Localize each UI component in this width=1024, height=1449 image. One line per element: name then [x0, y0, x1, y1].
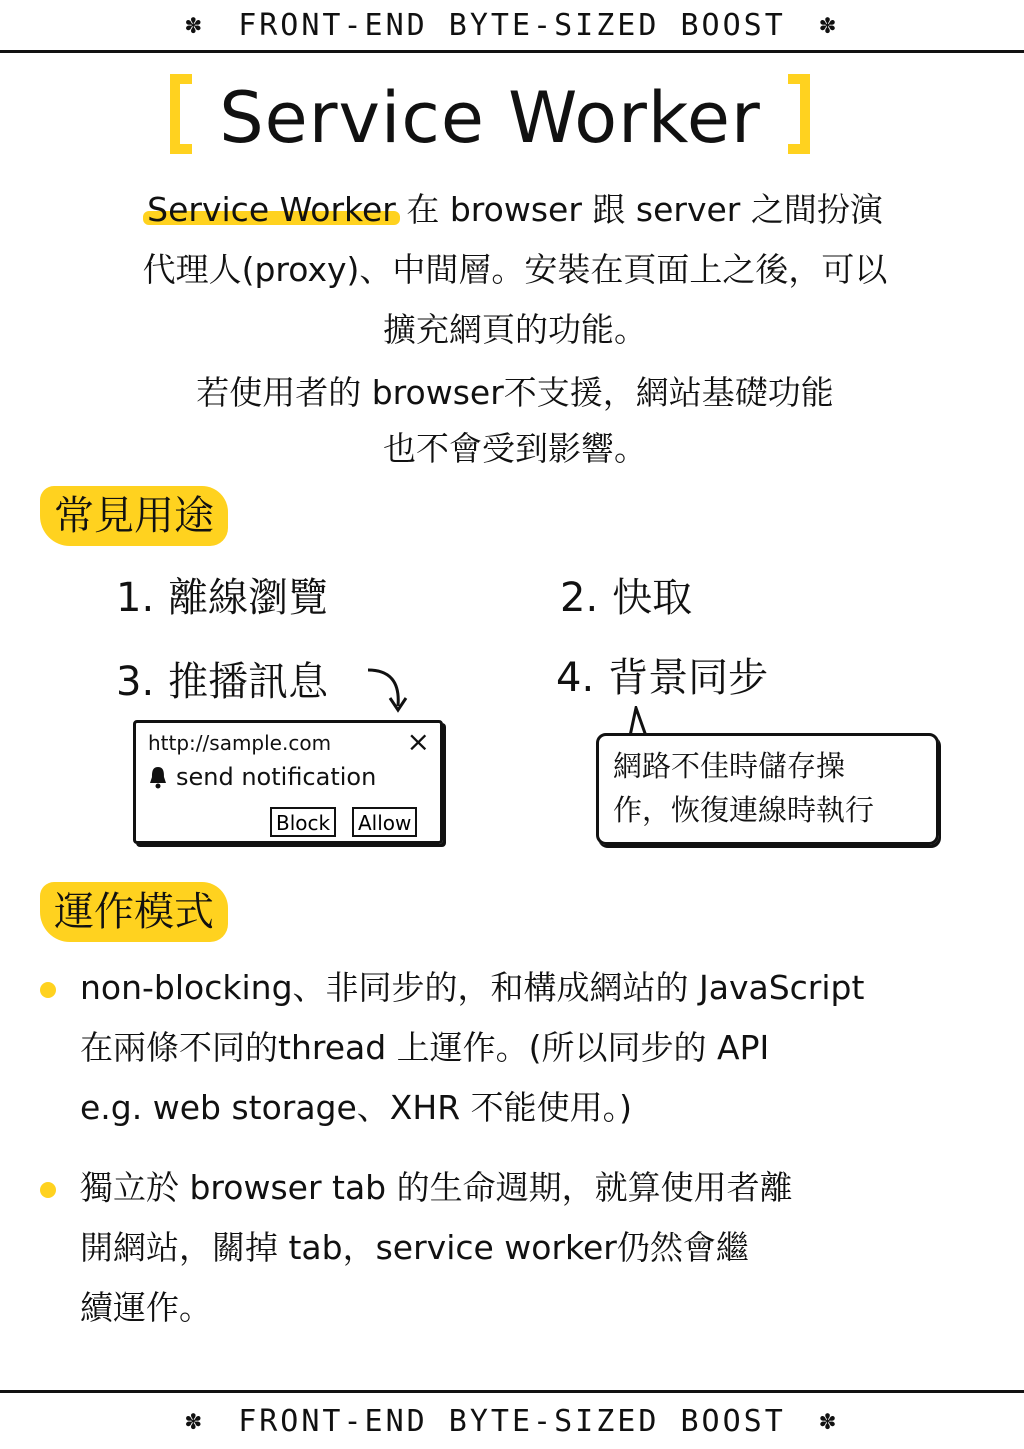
title-block [170, 68, 810, 168]
close-icon[interactable]: × [406, 725, 430, 758]
notification-url: http://sample.com [148, 731, 332, 755]
intro-line-1: 在 browser 跟 server 之間扮演 [406, 190, 883, 229]
notification-message-row [148, 763, 376, 791]
block-button[interactable]: Block [270, 807, 336, 837]
left-bracket [170, 74, 192, 154]
page-title: Service Worker [219, 77, 761, 159]
flower-icon: ✽ [819, 10, 839, 40]
right-bracket [788, 74, 810, 154]
header-rule [0, 50, 1024, 53]
uses-heading-wrap [40, 486, 228, 546]
intro-paragraph [60, 180, 970, 360]
bullet-dot [40, 982, 56, 998]
header-band [0, 0, 1024, 50]
bell-icon [148, 765, 168, 789]
bubble-line-1: 網路不佳時儲存操 [613, 749, 846, 783]
bullet-nonblocking: non-blocking、非同步的，和構成網站的 JavaScript 在兩條不同的thread 上運作。(所以同步的 API e.g. web storage、XHR 不能使用。) [40, 958, 990, 1138]
allow-button[interactable]: Allow [352, 807, 417, 837]
operation-heading-wrap [40, 882, 228, 942]
intro-line-2: 代理人(proxy)、中間層。安裝在頁面上之後，可以 [142, 250, 888, 289]
use-item-sync: 4. 背景同步 [556, 655, 769, 701]
use-item-offline: 1. 離線瀏覽 [116, 575, 329, 621]
intro-line-4: 若使用者的 browser不支援，網站基礎功能 [196, 373, 834, 412]
operation-heading: 運作模式 [40, 882, 228, 942]
notification-popup [133, 720, 443, 844]
arrow-icon [360, 660, 420, 720]
notification-message: send notification [176, 763, 377, 791]
intro-line-3: 擴充網頁的功能。 [383, 310, 647, 349]
footer-band [0, 1396, 1024, 1446]
bullet-lifecycle: 獨立於 browser tab 的生命週期，就算使用者離 開網站，關掉 tab，service worker仍然會繼 續運作。 [40, 1158, 990, 1338]
uses-heading: 常見用途 [40, 486, 228, 546]
use-item-push: 3. 推播訊息 [116, 659, 329, 705]
bullet-dot [40, 1182, 56, 1198]
intro-line-5: 也不會受到影響。 [383, 429, 647, 468]
header-text: FRONT-END BYTE-SIZED BOOST [238, 7, 786, 43]
footer-text: FRONT-END BYTE-SIZED BOOST [238, 1403, 786, 1439]
bubble-line-2: 作，恢復連線時執行 [613, 793, 875, 827]
footer-rule [0, 1390, 1024, 1393]
sync-bubble [596, 733, 939, 845]
flower-icon: ✽ [819, 1406, 839, 1436]
bubble-tail [626, 706, 650, 736]
flower-icon: ✽ [185, 10, 205, 40]
flower-icon: ✽ [185, 1406, 205, 1436]
intro-note [60, 365, 970, 477]
use-item-cache: 2. 快取 [560, 575, 693, 621]
highlight-term: Service Worker [147, 190, 396, 229]
